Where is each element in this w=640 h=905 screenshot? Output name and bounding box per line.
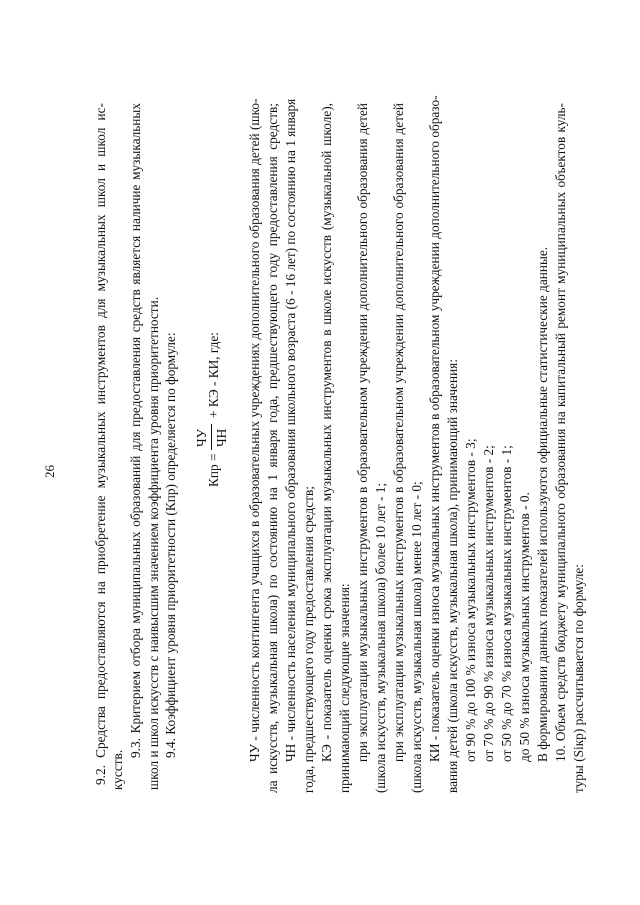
definition-line-12: вания детей (школа искусств, музыкальная школа), принимающий значения: bbox=[445, 359, 460, 793]
definition-line-7: при эксплуатации музыкальных инструментов в образовательном учреждении дополнительного образования детей bbox=[355, 103, 370, 762]
definition-line-5: КЭ - показатель оценки срока эксплуатации музыкальных инструментов в школе искусств (музыкальной школе), bbox=[319, 103, 334, 762]
definition-line-9: при эксплуатации музыкальных инструментов в образовательном учреждении дополнительного образования детей bbox=[391, 103, 406, 762]
definition-line-15: от 50 % до 70 % износа музыкальных инструментов - 1; bbox=[499, 445, 514, 762]
formula-denominator: ЧН bbox=[214, 428, 229, 447]
definition-line-3: ЧН - численность населения муниципального образования школьного возраста (6 - 16 лет) по состоянию на 1 января bbox=[283, 98, 298, 762]
formula-lhs: Кпр = bbox=[206, 453, 221, 487]
definition-line-8: (школа искусств, музыкальная школа) более 10 лет - 1; bbox=[373, 482, 388, 793]
definition-line-10: (школа искусств, музыкальная школа) менее 10 лет - 0; bbox=[409, 481, 424, 793]
definition-line-19: туры (Sікр) рассчитывается по формуле: bbox=[571, 564, 586, 793]
definition-line-14: от 70 % до 90 % износа музыкальных инструментов - 2; bbox=[481, 445, 496, 762]
formula-fraction-bar bbox=[211, 424, 212, 450]
paragraph-9-3-line-2: школ и школ искусств с наивысшим значением коэффициента уровня приоритетности. bbox=[146, 296, 161, 790]
formula-numerator: ЧУ bbox=[194, 428, 209, 447]
definition-line-17: В формировании данных показателей используются официальные статистические данные. bbox=[535, 246, 550, 762]
paragraph-9-2-line-2: кусств. bbox=[110, 749, 125, 790]
paragraph-9-3-line-1: 9.3. Критерием отбора муниципальных образований для предоставления средств является наличие музыкальных bbox=[128, 103, 143, 758]
definition-line-16: до 50 % износа музыкальных инструментов - 0. bbox=[517, 492, 532, 762]
definition-line-13: от 90 % до 100 % износа музыкальных инструментов - 3; bbox=[463, 438, 478, 762]
definition-line-11: КИ - показатель оценки износа музыкальных инструментов в образовательном учреждении дополнительного образо- bbox=[427, 95, 442, 762]
formula-rhs: + КЭ - КИ, где: bbox=[206, 332, 221, 418]
definition-line-4: года, предшествующего году предоставления средств; bbox=[301, 486, 316, 793]
paragraph-9-4: 9.4. Коэффициент уровня приоритетности (Кпр) определяется по формуле: bbox=[163, 332, 178, 758]
definition-line-1: ЧУ - численность контингента учащихся в образовательных учреждениях дополнительного образования детей (шко- bbox=[247, 98, 262, 762]
paragraph-9-2-line-1: 9.2. Средства предоставляются на приобретение музыкальных инструментов для музыкальных школ и школ ис- bbox=[93, 103, 108, 785]
page-number: 26 bbox=[42, 465, 57, 478]
definition-line-2: ла искусств, музыкальная школа) по состоянию на 1 января года, предшествующего году предоставления средств; bbox=[265, 103, 280, 793]
definition-line-6: принимающий следующие значения: bbox=[337, 583, 352, 793]
definition-line-18: 10. Объем средств бюджету муниципального образования на капитальный ремонт муниципальных объектов куль- bbox=[553, 103, 568, 762]
